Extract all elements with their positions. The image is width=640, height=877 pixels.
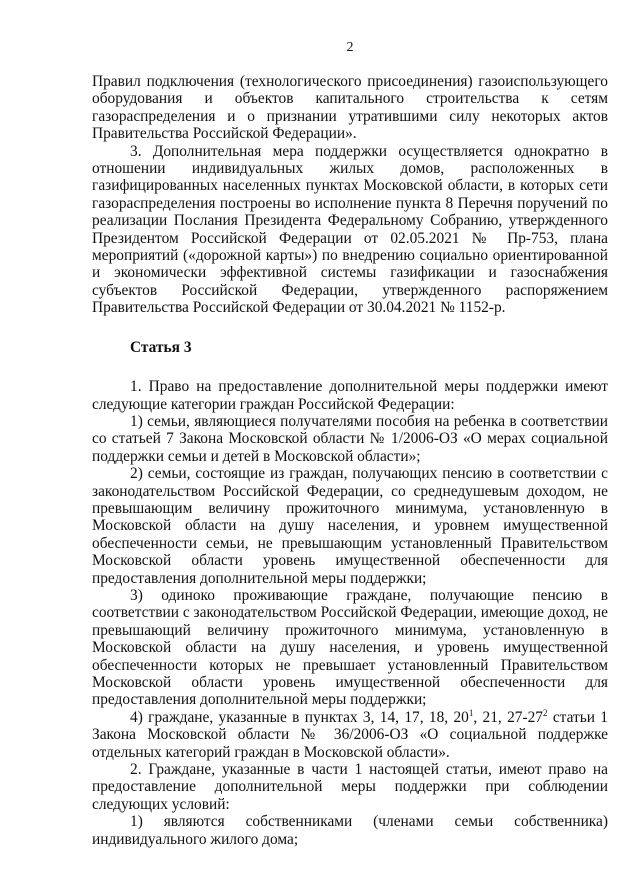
article-heading: Статья 3 [130, 338, 192, 356]
paragraph-category-2: 2) семьи, состоящие из граждан, получающих пенсию в соответствии с законодательством Российской Федерации, со среднедушевым доходом, не превышающим величину прожиточного минимума, установленную в Московской области на душу населения, и уровнем имущественной обеспеченности семьи, не превышающим установленный Правительством Московской области уровень имущественной обеспеченности для предоставления дополнительной меры поддержки; [92, 465, 608, 587]
item4-text-c: статьи 1 Закона Московской области № 36/2006-ОЗ «О социальной поддержке отдельных категорий граждан в Московской области». [92, 708, 608, 761]
page-number: 2 [346, 40, 354, 55]
paragraph-category-3: 3) одиноко проживающие граждане, получающие пенсию в соответствии с законодательством Российской Федерации, имеющие доход, не превышающий величину прожиточного минимума, установленную в Московской области на душу населения, и уровень имущественной обеспеченности которых не превышает установленный Правительством Московской области уровень имущественной обеспеченности для предоставления дополнительной меры поддержки; [92, 586, 608, 709]
paragraph-category-1: 1) семьи, являющиеся получателями пособия на ребенка в соответствии со статьей 7 Закона Московской области № 1/2006-ОЗ «О мерах социальной поддержки семьи и детей в Московской области»; [92, 412, 608, 465]
item4-superscript-b: 2 [543, 707, 548, 718]
paragraph-part-2: 2. Граждане, указанные в части 1 настоящей статьи, имеют право на предоставление дополнительной меры поддержки при соблюдении следующих условий: [92, 761, 608, 813]
paragraph-top-continuation: Правил подключения (технологического присоединения) газоиспользующего оборудования и объектов капитального строительства к сетям газораспределения и о признании утратившими силу некоторых актов Правительства Российской Федерации». [92, 73, 608, 143]
item4-superscript-a: 1 [468, 707, 474, 718]
item4-text-a: 4) граждане, указанные в пунктах 3, 14, 17, 18, 20 [130, 708, 469, 726]
item4-text-b: , 21, 27-27 [473, 708, 543, 726]
paragraph-item-3: 3. Дополнительная мера поддержки осуществляется однократно в отношении индивидуальных жилых домов, расположенных в газифицированных населенных пунктах Московской области, в которых сети газораспределения построены во исполнение пункта 8 Перечня поручений по реализации Послания Президента Федеральному Собранию, утвержденного Президентом Российской Федерации от 02.05.2021 № Пр-753, плана мероприятий («дорожной карты») по внедрению социально ориентированной и экономически эффективной системы газификации и газоснабжения субъектов Российской Федерации, утвержденного распоряжением Правительства Российской Федерации от 30.04.2021 № 1152-р. [92, 142, 608, 317]
paragraph-category-4 [92, 709, 608, 761]
paragraph-condition-1: 1) являются собственниками (членами семьи собственника) индивидуального жилого дома; [92, 813, 608, 848]
paragraph-part-1: 1. Право на предоставление дополнительной меры поддержки имеют следующие категории граждан Российской Федерации: [92, 378, 608, 413]
